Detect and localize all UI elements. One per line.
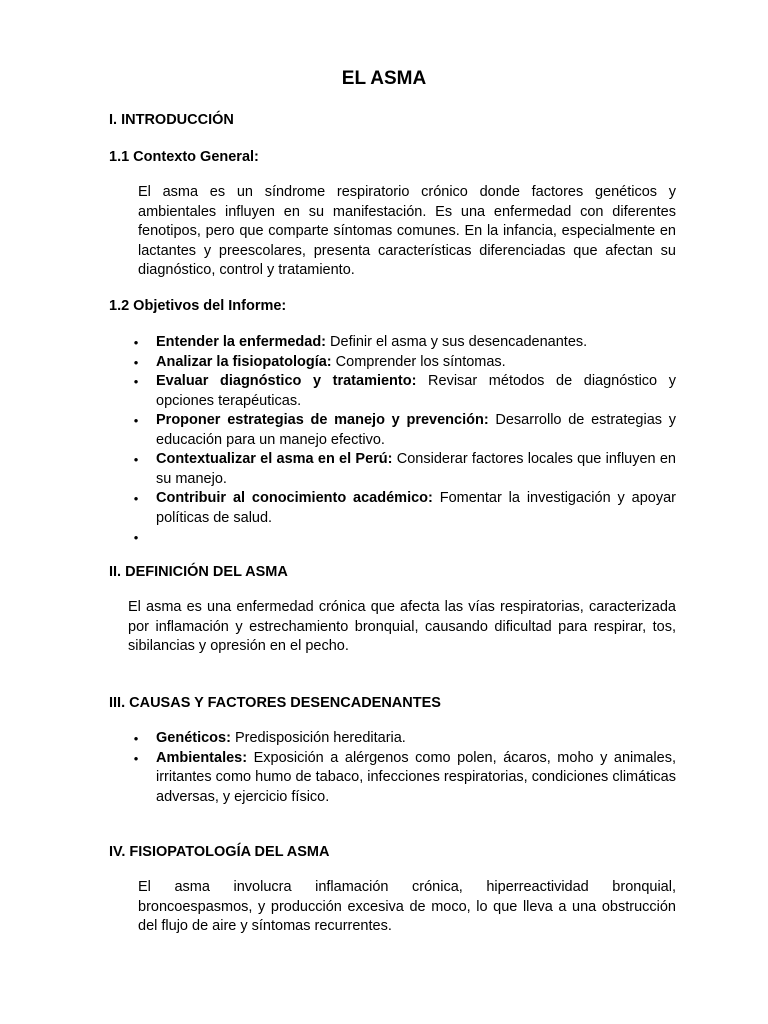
subheading-contexto-general: 1.1 Contexto General: bbox=[109, 149, 259, 165]
objective-text: Considerar factores locales que influyen en su manejo. bbox=[156, 451, 676, 487]
cause-label: Genéticos: bbox=[156, 730, 231, 746]
bullet-icon: • bbox=[133, 374, 139, 389]
section-heading-fisiopatologia: IV. FISIOPATOLOGÍA DEL ASMA bbox=[109, 844, 330, 860]
bullet-icon: • bbox=[133, 354, 139, 370]
document-title: EL ASMA bbox=[341, 68, 427, 89]
subheading-objetivos: 1.2 Objetivos del Informe: bbox=[109, 298, 287, 314]
objective-text: Fomentar la investigación y apoyar políticas de salud. bbox=[156, 490, 676, 526]
list-item bbox=[130, 372, 676, 411]
objective-label: Proponer estrategias de manejo y prevención: bbox=[156, 412, 489, 428]
objectives-list bbox=[130, 333, 676, 548]
bullet-icon: • bbox=[133, 750, 139, 766]
list-item bbox=[130, 489, 676, 528]
list-item bbox=[130, 411, 676, 450]
section-heading-causas: III. CAUSAS Y FACTORES DESENCADENANTES bbox=[109, 695, 441, 711]
bullet-icon: • bbox=[133, 491, 139, 506]
objective-label: Analizar la fisiopatología: bbox=[156, 353, 332, 370]
objective-text: Desarrollo de estrategias y educación para un manejo efectivo. bbox=[156, 412, 676, 448]
context-paragraph: El asma es un síndrome respiratorio crónico donde factores genéticos y ambientales influyen en su manifestación. Es una enfermedad con diferentes fenotipos, pero que comparte síntomas comunes. En la infancia, especialmente en lactantes y preescolares, presenta características diferenciadas que afectan su diagnóstico, control y tratamiento. bbox=[138, 184, 676, 278]
objective-text: Definir el asma y sus desencadenantes. bbox=[326, 334, 588, 350]
cause-text: Predisposición hereditaria. bbox=[230, 730, 406, 746]
cause-label: Ambientales: bbox=[156, 749, 248, 766]
bullet-icon: • bbox=[133, 335, 139, 350]
bullet-icon: • bbox=[133, 452, 139, 467]
section-heading-introduccion: I. INTRODUCCIÓN bbox=[109, 112, 234, 128]
bullet-icon: • bbox=[133, 731, 139, 746]
cause-text: Exposición a alérgenos como polen, ácaros, moho y animales, irritantes como humo de tabaco, infecciones respiratorias, condiciones climáticas adversas, y ejercicio físico. bbox=[156, 749, 676, 805]
objective-label: Contribuir al conocimiento académico: bbox=[156, 490, 433, 506]
bullet-icon: • bbox=[133, 530, 139, 545]
list-item bbox=[130, 749, 676, 808]
list-item bbox=[130, 333, 676, 353]
objective-label: Evaluar diagnóstico y tratamiento: bbox=[156, 373, 417, 389]
objective-text: Revisar métodos de diagnóstico y opciones terapéuticas. bbox=[156, 373, 676, 409]
list-item bbox=[130, 353, 676, 373]
causes-list bbox=[130, 729, 676, 807]
objective-label: Contextualizar el asma en el Perú: bbox=[156, 451, 393, 467]
objective-text: Comprender los síntomas. bbox=[331, 353, 506, 370]
list-item bbox=[130, 450, 676, 489]
objective-label: Entender la enfermedad: bbox=[156, 334, 327, 350]
pathophysiology-paragraph: El asma involucra inflamación crónica, hiperreactividad bronquial, broncoespasmos, y producción excesiva de moco, lo que lleva a una obstrucción del flujo de aire y síntomas recurrentes. bbox=[138, 879, 676, 934]
list-item bbox=[130, 729, 676, 749]
definition-paragraph: El asma es una enfermedad crónica que afecta las vías respiratorias, caracterizada por inflamación y estrechamiento bronquial, causando dificultad para respirar, tos, sibilancias y opresión en el pecho. bbox=[128, 599, 676, 654]
list-item-empty bbox=[130, 528, 676, 548]
section-heading-definicion: II. DEFINICIÓN DEL ASMA bbox=[109, 564, 288, 580]
bullet-icon: • bbox=[133, 413, 139, 428]
